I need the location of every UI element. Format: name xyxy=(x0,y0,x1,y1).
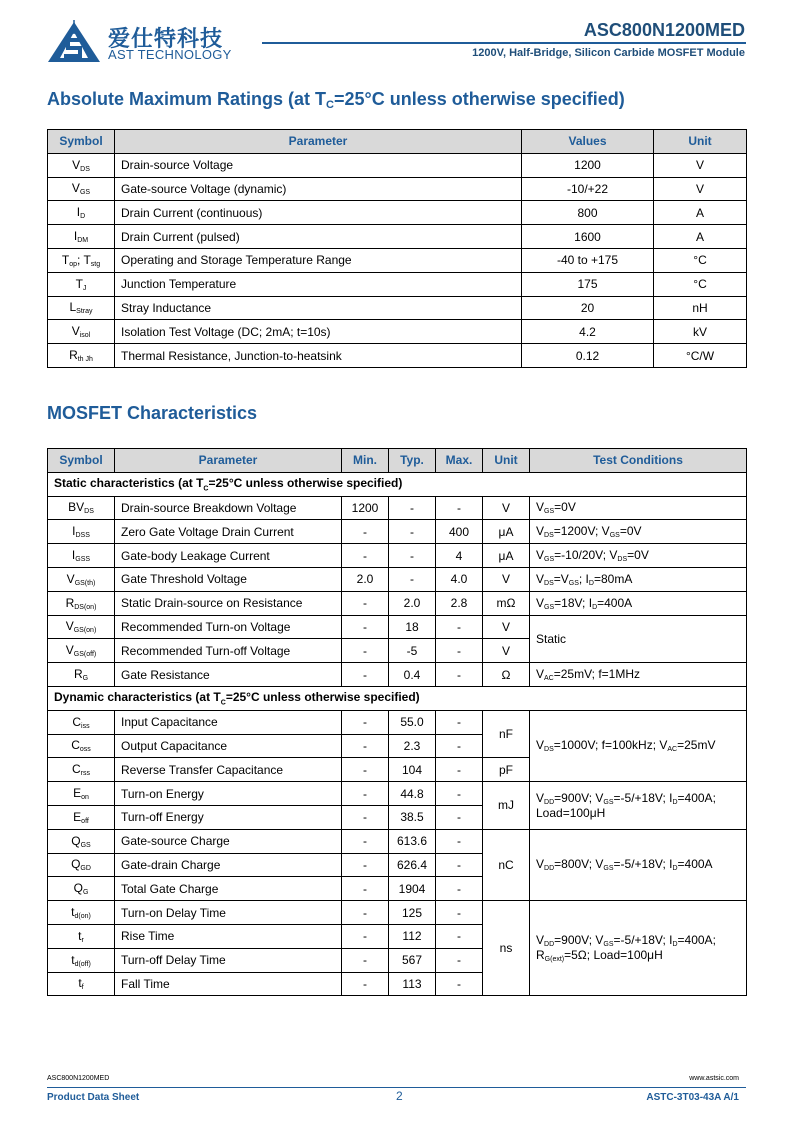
test-condition-cell: $V_{DS}=V_{GS}$; $I_D=80mA$ xyxy=(530,567,747,591)
typ-cell: 1904 xyxy=(389,877,436,901)
test-condition-cell: $V_{DD}=900V$; $V_{GS}=-5/+18V$; $I_D=400A$; $R_{G(ext)}=5\Omega$; Load=100μH xyxy=(530,901,747,996)
parameter-cell: Turn-on Energy xyxy=(115,782,342,806)
max-cell: - xyxy=(436,829,483,853)
part-description: 1200V, Half-Bridge, Silicon Carbide MOSFET Module xyxy=(472,47,745,59)
col-min: Min. xyxy=(342,449,389,473)
typ-cell: 112 xyxy=(389,924,436,948)
col-parameter: Parameter xyxy=(115,130,522,154)
parameter-cell: Zero Gate Voltage Drain Current xyxy=(115,520,342,544)
col-unit: Unit xyxy=(654,130,747,154)
table-row xyxy=(48,496,747,520)
symbol-cell: $T_{op}$; $T_{stg}$ xyxy=(48,248,115,272)
min-cell: 2.0 xyxy=(342,567,389,591)
typ-cell: - xyxy=(389,544,436,568)
unit-cell: mΩ xyxy=(483,591,530,615)
ast-triangle-logo-icon xyxy=(46,20,102,64)
typ-cell: 2.0 xyxy=(389,591,436,615)
table-row xyxy=(48,829,747,853)
min-cell: - xyxy=(342,734,389,758)
table-row xyxy=(48,710,747,734)
max-cell: - xyxy=(436,853,483,877)
mosfet-characteristics-table xyxy=(47,448,747,996)
table-header-row xyxy=(48,449,747,473)
max-cell: - xyxy=(436,639,483,663)
group-heading: Dynamic characteristics (at $T_C=25^\circ C$ unless otherwise specified) xyxy=(48,686,747,710)
unit-cell: mJ xyxy=(483,782,530,830)
symbol-cell: $V_{GS(th)}$ xyxy=(48,567,115,591)
symbol-cell: $Q_G$ xyxy=(48,877,115,901)
test-condition-cell: $V_{DS}=1200V$; $V_{GS}=0V$ xyxy=(530,520,747,544)
unit-cell: V xyxy=(483,496,530,520)
typ-cell: 113 xyxy=(389,972,436,996)
max-cell: - xyxy=(436,663,483,687)
table-row xyxy=(48,153,747,177)
part-number-title: ASC800N1200MED xyxy=(583,20,745,40)
unit-cell: μA xyxy=(483,520,530,544)
parameter-cell: Stray Inductance xyxy=(115,296,522,320)
symbol-cell: $I_D$ xyxy=(48,201,115,225)
max-cell: - xyxy=(436,782,483,806)
parameter-cell: Recommended Turn-off Voltage xyxy=(115,639,342,663)
table-header-row xyxy=(48,130,747,154)
table-row xyxy=(48,567,747,591)
value-cell: 175 xyxy=(522,272,654,296)
min-cell: - xyxy=(342,639,389,663)
parameter-cell: Reverse Transfer Capacitance xyxy=(115,758,342,782)
value-cell: 800 xyxy=(522,201,654,225)
parameter-cell: Junction Temperature xyxy=(115,272,522,296)
footer-part-number: ASC800N1200MED xyxy=(47,1075,110,1082)
parameter-cell: Isolation Test Voltage (DC; 2mA; t=10s) xyxy=(115,320,522,344)
typ-cell: 55.0 xyxy=(389,710,436,734)
col-typ: Typ. xyxy=(389,449,436,473)
unit-cell: V xyxy=(654,153,747,177)
min-cell: - xyxy=(342,901,389,925)
col-parameter: Parameter xyxy=(115,449,342,473)
unit-cell: °C xyxy=(654,248,747,272)
unit-cell: A xyxy=(654,225,747,249)
symbol-cell: $t_{d(on)}$ xyxy=(48,901,115,925)
table-row xyxy=(48,296,747,320)
parameter-cell: Drain-source Breakdown Voltage xyxy=(115,496,342,520)
symbol-cell: $V_{GS(on)}$ xyxy=(48,615,115,639)
symbol-cell: $t_r$ xyxy=(48,924,115,948)
parameter-cell: Fall Time xyxy=(115,972,342,996)
parameter-cell: Drain Current (pulsed) xyxy=(115,225,522,249)
symbol-cell: $BV_{DS}$ xyxy=(48,496,115,520)
parameter-cell: Turn-on Delay Time xyxy=(115,901,342,925)
max-cell: - xyxy=(436,805,483,829)
brand-chinese-name: 爱仕特科技 xyxy=(108,26,224,51)
group-heading: Static characteristics (at $T_C=25^\circ C$ unless otherwise specified) xyxy=(48,472,747,496)
test-condition-cell: $V_{GS}=0V$ xyxy=(530,496,747,520)
symbol-cell: $C_{iss}$ xyxy=(48,710,115,734)
test-condition-cell: Static xyxy=(530,615,747,663)
min-cell: - xyxy=(342,805,389,829)
unit-cell: A xyxy=(654,201,747,225)
typ-cell: 567 xyxy=(389,948,436,972)
typ-cell: 0.4 xyxy=(389,663,436,687)
value-cell: 1200 xyxy=(522,153,654,177)
parameter-cell: Input Capacitance xyxy=(115,710,342,734)
symbol-cell: $C_{rss}$ xyxy=(48,758,115,782)
table-row xyxy=(48,520,747,544)
parameter-cell: Static Drain-source on Resistance xyxy=(115,591,342,615)
symbol-cell: $L_{Stray}$ xyxy=(48,296,115,320)
unit-cell: ns xyxy=(483,901,530,996)
symbol-cell: $R_G$ xyxy=(48,663,115,687)
parameter-cell: Rise Time xyxy=(115,924,342,948)
col-symbol: Symbol xyxy=(48,130,115,154)
min-cell: - xyxy=(342,829,389,853)
value-cell: -40 to +175 xyxy=(522,248,654,272)
unit-cell: °C/W xyxy=(654,344,747,368)
symbol-cell: $E_{on}$ xyxy=(48,782,115,806)
table-row xyxy=(48,320,747,344)
max-cell: 4 xyxy=(436,544,483,568)
min-cell: - xyxy=(342,710,389,734)
parameter-cell: Gate-body Leakage Current xyxy=(115,544,342,568)
table-row xyxy=(48,901,747,925)
test-condition-cell: $V_{GS}=18V$; $I_D=400A$ xyxy=(530,591,747,615)
value-cell: 4.2 xyxy=(522,320,654,344)
table-row xyxy=(48,544,747,568)
min-cell: - xyxy=(342,972,389,996)
typ-cell: 2.3 xyxy=(389,734,436,758)
value-cell: 1600 xyxy=(522,225,654,249)
max-cell: - xyxy=(436,972,483,996)
min-cell: - xyxy=(342,615,389,639)
value-cell: 0.12 xyxy=(522,344,654,368)
typ-cell: 44.8 xyxy=(389,782,436,806)
min-cell: - xyxy=(342,853,389,877)
min-cell: - xyxy=(342,924,389,948)
min-cell: - xyxy=(342,591,389,615)
max-cell: - xyxy=(436,901,483,925)
symbol-cell: $C_{oss}$ xyxy=(48,734,115,758)
max-cell: 4.0 xyxy=(436,567,483,591)
test-condition-cell: $V_{DS}=1000V$; f=100kHz; $V_{AC}=25mV$ xyxy=(530,710,747,781)
typ-cell: 613.6 xyxy=(389,829,436,853)
symbol-cell: $V_{isol}$ xyxy=(48,320,115,344)
table-row xyxy=(48,615,747,639)
typ-cell: 38.5 xyxy=(389,805,436,829)
test-condition-cell: $V_{DD}=800V$; $V_{GS}=-5/+18V$; $I_D=400A$ xyxy=(530,829,747,900)
unit-cell: nC xyxy=(483,829,530,900)
min-cell: - xyxy=(342,758,389,782)
symbol-cell: $I_{DSS}$ xyxy=(48,520,115,544)
symbol-cell: $t_f$ xyxy=(48,972,115,996)
parameter-cell: Total Gate Charge xyxy=(115,877,342,901)
parameter-cell: Turn-off Energy xyxy=(115,805,342,829)
parameter-cell: Gate-source Voltage (dynamic) xyxy=(115,177,522,201)
symbol-cell: $t_{d(off)}$ xyxy=(48,948,115,972)
parameter-cell: Thermal Resistance, Junction-to-heatsink xyxy=(115,344,522,368)
min-cell: - xyxy=(342,877,389,901)
parameter-cell: Gate Resistance xyxy=(115,663,342,687)
parameter-cell: Recommended Turn-on Voltage xyxy=(115,615,342,639)
symbol-cell: $I_{DM}$ xyxy=(48,225,115,249)
test-condition-cell: $V_{AC}=25mV$; f=1MHz xyxy=(530,663,747,687)
typ-cell: 626.4 xyxy=(389,853,436,877)
max-cell: 400 xyxy=(436,520,483,544)
parameter-cell: Drain-source Voltage xyxy=(115,153,522,177)
parameter-cell: Gate Threshold Voltage xyxy=(115,567,342,591)
parameter-cell: Operating and Storage Temperature Range xyxy=(115,248,522,272)
max-cell: - xyxy=(436,615,483,639)
max-cell: - xyxy=(436,758,483,782)
symbol-cell: $V_{DS}$ xyxy=(48,153,115,177)
value-cell: 20 xyxy=(522,296,654,320)
max-cell: - xyxy=(436,734,483,758)
header-divider xyxy=(262,42,746,44)
unit-cell: °C xyxy=(654,272,747,296)
min-cell: - xyxy=(342,520,389,544)
value-cell: -10/+22 xyxy=(522,177,654,201)
col-symbol: Symbol xyxy=(48,449,115,473)
test-condition-cell: $V_{DD}=900V$; $V_{GS}=-5/+18V$; $I_D=400A$; Load=100μH xyxy=(530,782,747,830)
table-row xyxy=(48,782,747,806)
parameter-cell: Output Capacitance xyxy=(115,734,342,758)
mosfet-section-title: MOSFET Characteristics xyxy=(47,403,258,423)
unit-cell: V xyxy=(654,177,747,201)
footer-divider xyxy=(47,1087,746,1088)
unit-cell: nH xyxy=(654,296,747,320)
symbol-cell: $R_{th Jh}$ xyxy=(48,344,115,368)
min-cell: - xyxy=(342,663,389,687)
page-number: 2 xyxy=(396,1089,403,1103)
min-cell: 1200 xyxy=(342,496,389,520)
group-row xyxy=(48,472,747,496)
table-row xyxy=(48,344,747,368)
parameter-cell: Gate-drain Charge xyxy=(115,853,342,877)
min-cell: - xyxy=(342,544,389,568)
parameter-cell: Turn-off Delay Time xyxy=(115,948,342,972)
symbol-cell: $I_{GSS}$ xyxy=(48,544,115,568)
symbol-cell: $E_{off}$ xyxy=(48,805,115,829)
unit-cell: pF xyxy=(483,758,530,782)
symbol-cell: $Q_{GS}$ xyxy=(48,829,115,853)
max-cell: - xyxy=(436,710,483,734)
amr-section-title: Absolute Maximum Ratings (at $T_C=25^\circ C$ unless otherwise specified) xyxy=(47,89,625,111)
col-test-conditions: Test Conditions xyxy=(530,449,747,473)
col-unit: Unit xyxy=(483,449,530,473)
typ-cell: - xyxy=(389,520,436,544)
symbol-cell: $R_{DS(on)}$ xyxy=(48,591,115,615)
col-values: Values xyxy=(522,130,654,154)
unit-cell: nF xyxy=(483,710,530,758)
symbol-cell: $V_{GS}$ xyxy=(48,177,115,201)
table-row xyxy=(48,225,747,249)
footer-doc-type: Product Data Sheet xyxy=(47,1092,140,1103)
symbol-cell: $Q_{GD}$ xyxy=(48,853,115,877)
unit-cell: V xyxy=(483,615,530,639)
unit-cell: Ω xyxy=(483,663,530,687)
table-row xyxy=(48,177,747,201)
table-row xyxy=(48,272,747,296)
col-max: Max. xyxy=(436,449,483,473)
max-cell: - xyxy=(436,948,483,972)
max-cell: - xyxy=(436,877,483,901)
table-row xyxy=(48,248,747,272)
max-cell: - xyxy=(436,924,483,948)
max-cell: 2.8 xyxy=(436,591,483,615)
table-row xyxy=(48,663,747,687)
absolute-max-ratings-table xyxy=(47,129,747,368)
symbol-cell: $V_{GS(off)}$ xyxy=(48,639,115,663)
min-cell: - xyxy=(342,948,389,972)
typ-cell: - xyxy=(389,567,436,591)
group-row xyxy=(48,686,747,710)
footer-website-link[interactable]: www.astsic.com xyxy=(689,1075,739,1082)
typ-cell: 104 xyxy=(389,758,436,782)
test-condition-cell: $V_{GS}=-10/20V$; $V_{DS}=0V$ xyxy=(530,544,747,568)
typ-cell: 125 xyxy=(389,901,436,925)
typ-cell: - xyxy=(389,496,436,520)
brand-english-name: AST TECHNOLOGY xyxy=(108,47,232,62)
max-cell: - xyxy=(436,496,483,520)
parameter-cell: Gate-source Charge xyxy=(115,829,342,853)
typ-cell: 18 xyxy=(389,615,436,639)
min-cell: - xyxy=(342,782,389,806)
unit-cell: kV xyxy=(654,320,747,344)
table-row xyxy=(48,591,747,615)
unit-cell: V xyxy=(483,639,530,663)
unit-cell: V xyxy=(483,567,530,591)
footer-doc-code: ASTC-3T03-43A A/1 xyxy=(646,1092,739,1103)
table-row xyxy=(48,201,747,225)
symbol-cell: $T_J$ xyxy=(48,272,115,296)
typ-cell: -5 xyxy=(389,639,436,663)
unit-cell: μA xyxy=(483,544,530,568)
parameter-cell: Drain Current (continuous) xyxy=(115,201,522,225)
